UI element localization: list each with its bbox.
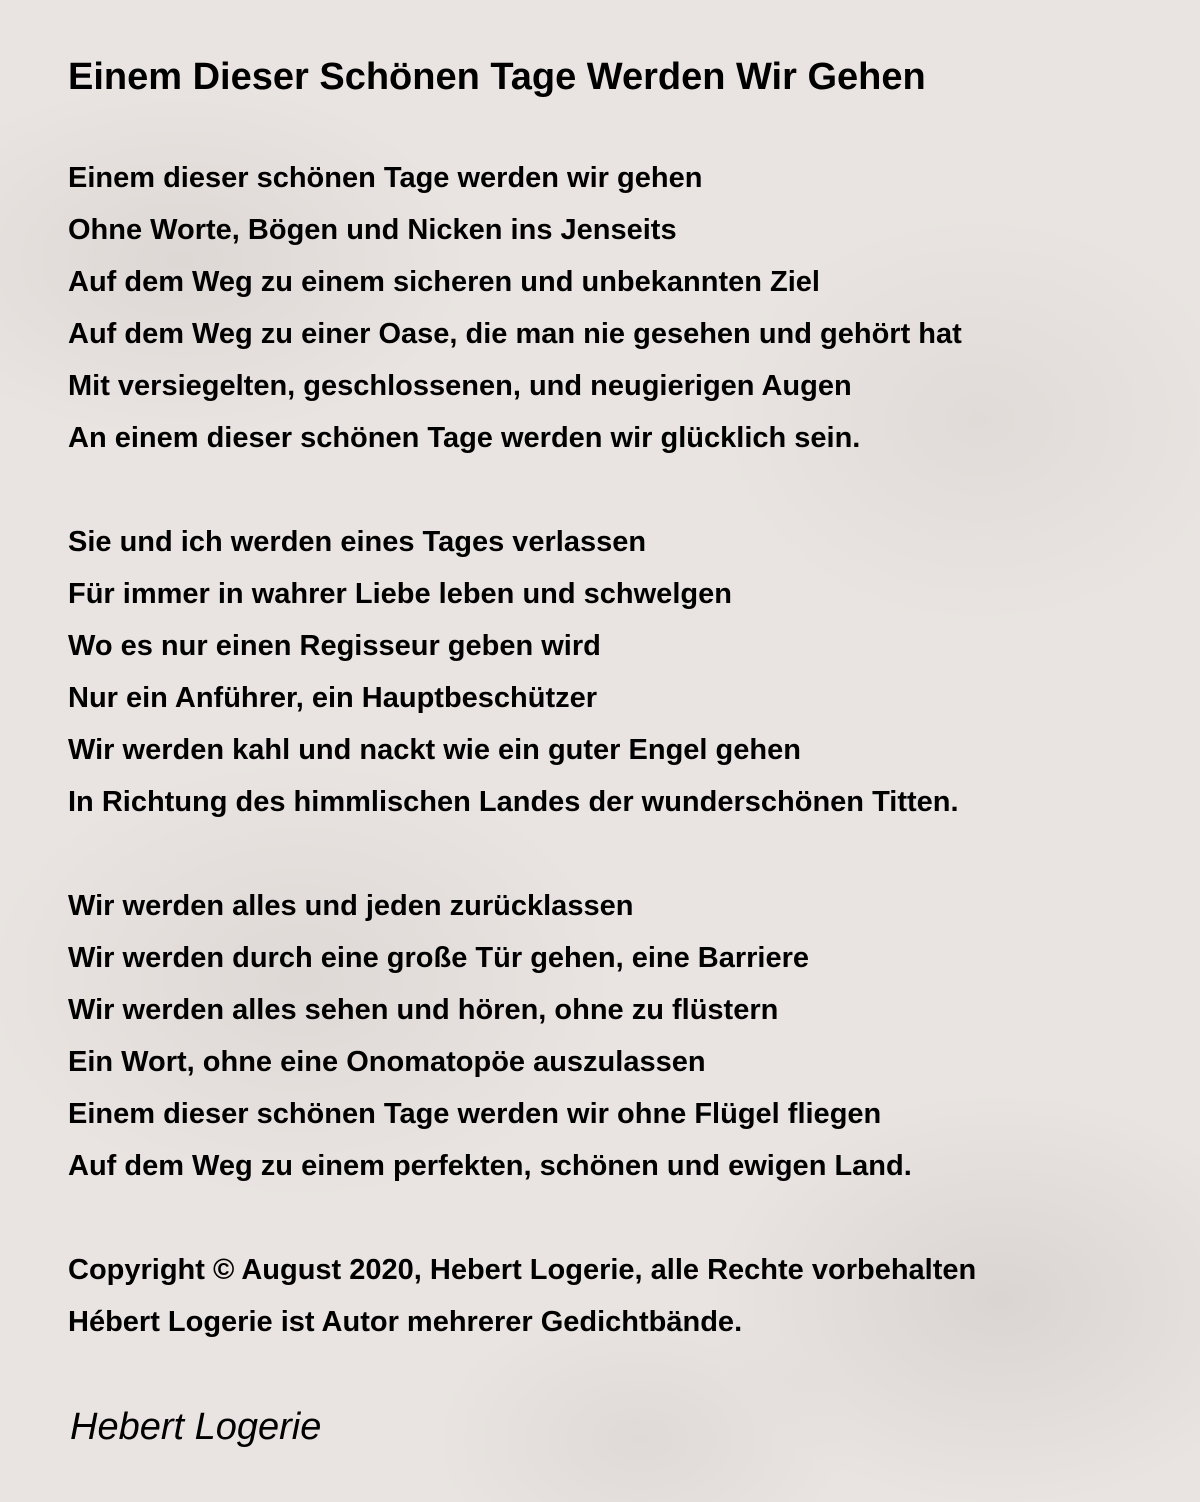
poem-line: Einem dieser schönen Tage werden wir ohne Flügel fliegen: [68, 1098, 882, 1130]
poem-title: Einem Dieser Schönen Tage Werden Wir Gehen: [68, 56, 926, 98]
poem-line: Ein Wort, ohne eine Onomatopöe auszulassen: [68, 1046, 706, 1078]
poem-line: Auf dem Weg zu einem sicheren und unbekannten Ziel: [68, 266, 820, 298]
copyright-block: [68, 1244, 1178, 1348]
poem-line: Wir werden alles sehen und hören, ohne zu flüstern: [68, 994, 779, 1026]
stanza-3: [68, 880, 1178, 1192]
stanza-2: [68, 516, 1178, 828]
poem-line: Wir werden durch eine große Tür gehen, eine Barriere: [68, 942, 810, 974]
poem-line: Für immer in wahrer Liebe leben und schwelgen: [68, 578, 732, 610]
author-signature: Hebert Logerie: [70, 1406, 322, 1448]
poem-line: Nur ein Anführer, ein Hauptbeschützer: [68, 682, 598, 714]
copyright-line: Copyright © August 2020, Hebert Logerie, alle Rechte vorbehalten: [68, 1254, 977, 1286]
poem-line: Wir werden alles und jeden zurücklassen: [68, 890, 634, 922]
poem-line: Wo es nur einen Regisseur geben wird: [68, 630, 601, 662]
author-note-line: Hébert Logerie ist Autor mehrerer Gedichtbände.: [68, 1306, 743, 1338]
poem-line: Wir werden kahl und nackt wie ein guter Engel gehen: [68, 734, 801, 766]
poem-body: [68, 152, 1178, 1400]
stanza-1: [68, 152, 1178, 464]
poem-line: Ohne Worte, Bögen und Nicken ins Jenseits: [68, 214, 677, 246]
poem-line: Mit versiegelten, geschlossenen, und neugierigen Augen: [68, 370, 852, 402]
poem-line: An einem dieser schönen Tage werden wir glücklich sein.: [68, 422, 861, 454]
poem-line: Einem dieser schönen Tage werden wir gehen: [68, 162, 703, 194]
poem-line: In Richtung des himmlischen Landes der wunderschönen Titten.: [68, 786, 959, 818]
poem-line: Auf dem Weg zu einer Oase, die man nie gesehen und gehört hat: [68, 318, 962, 350]
poem-line: Auf dem Weg zu einem perfekten, schönen und ewigen Land.: [68, 1150, 912, 1182]
poem-line: Sie und ich werden eines Tages verlassen: [68, 526, 647, 558]
